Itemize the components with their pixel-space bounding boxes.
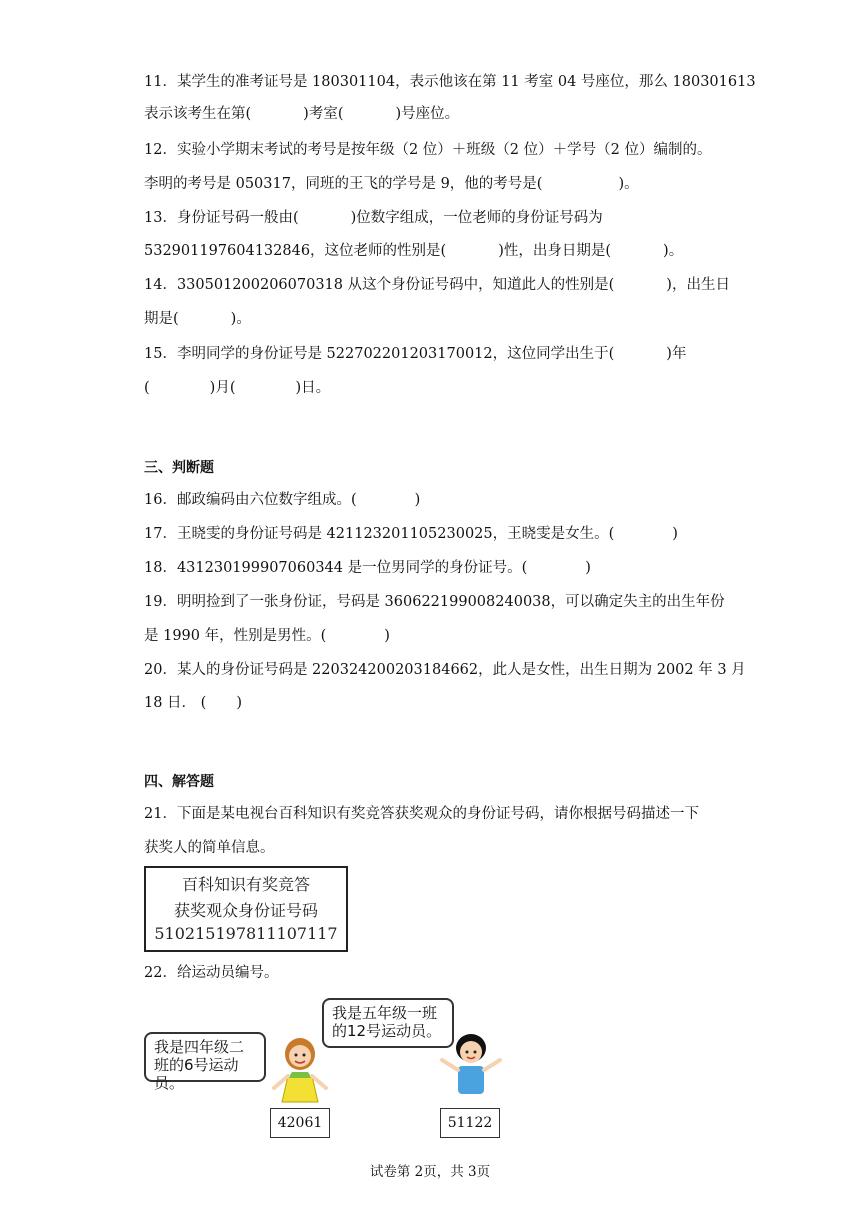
q11-line1: 11．某学生的准考证号是 180301104，表示他该在第 11 考室 04 号座位，那么 180301613 (144, 74, 756, 90)
q19-line2 (144, 626, 390, 646)
q20-text-a: 18 日． ( (144, 695, 207, 711)
q15-line2 (144, 378, 330, 398)
q15-text-a: 15．李明同学的身份证号是 522702201203170012，这位同学出生于( (144, 346, 615, 362)
q14-text-b: )，出生日 (666, 277, 730, 293)
boy-number-box: 51122 (440, 1108, 500, 1138)
q13-text-a: 13．身份证号码一般由( (144, 210, 299, 226)
q14-text-a: 14．330501200206070318 从这个身份证号码中，知道此人的性别是( (144, 277, 615, 293)
q16-text-b: ) (414, 492, 421, 508)
girl-bubble-line-2: 班的6号运动员。 (154, 1056, 239, 1092)
q11-line2 (144, 104, 459, 124)
q13-line1 (144, 208, 603, 228)
q13-text-c: 532901197604132846，这位老师的性别是( (144, 243, 447, 259)
q12-line2 (144, 174, 639, 194)
q16-text-a: 16．邮政编码由六位数字组成。( (144, 492, 357, 508)
q13-text-e: )。 (663, 243, 684, 259)
section-title-judgement: 三、判断题 (144, 460, 214, 476)
q17-text-a: 17．王晓雯的身份证号码是 421123201105230025，王晓雯是女生。( (144, 526, 615, 542)
q18-line (144, 558, 591, 578)
q12-text-b: )。 (618, 176, 639, 192)
q14-line1 (144, 275, 730, 295)
q15-line1 (144, 344, 686, 364)
q15-text-c: ( (144, 380, 150, 396)
q13-line2 (144, 241, 683, 261)
q21-line1: 21．下面是某电视台百科知识有奖竞答获奖观众的身份证号码，请你根据号码描述一下 (144, 806, 699, 822)
q11-text-c: )号座位。 (395, 106, 460, 122)
q13-text-d: )性，出身日期是( (498, 243, 612, 259)
q16-line (144, 490, 420, 510)
q19-line1: 19．明明捡到了一张身份证，号码是 360622199008240038，可以确定失主的出生年份 (144, 594, 725, 610)
q20-text-b: ) (236, 695, 242, 711)
q11-text-b: )考室( (303, 106, 344, 122)
id-number-card (144, 866, 348, 952)
q19-text-a: 是 1990 年，性别是男性。( (144, 628, 327, 644)
q17-line (144, 524, 678, 544)
id-card-title-2: 获奖观众身份证号码 (173, 901, 318, 920)
q14-line2 (144, 309, 251, 329)
boy-bubble-line-2: 的12号运动员。 (332, 1022, 442, 1040)
id-card-title-1: 百科知识有奖竞答 (181, 875, 310, 894)
q12-text-a: 李明的考号是 050317，同班的王飞的学号是 9，他的考号是( (144, 176, 543, 192)
girl-bubble-line-1: 我是四年级二 (154, 1038, 245, 1056)
q18-text-a: 18．431230199907060344 是一位男同学的身份证号。( (144, 560, 528, 576)
q17-text-b: ) (672, 526, 678, 542)
girl-speech-bubble (144, 1032, 266, 1092)
q15-text-d: )月( (209, 380, 236, 396)
q21-line2: 获奖人的简单信息。 (144, 840, 275, 856)
q20-line2 (144, 693, 242, 713)
q11-text-a: 表示该考生在第( (144, 106, 252, 122)
q18-text-b: ) (585, 560, 591, 576)
girl-number-box: 42061 (270, 1108, 330, 1138)
q20-line1: 20．某人的身份证号码是 220324200203184662，此人是女性，出生日期为 2002 年 3 月 (144, 662, 746, 678)
q12-line1: 12．实验小学期末考试的考号是按年级（2 位）＋班级（2 位）＋学号（2 位）编制的。 (144, 142, 712, 158)
boy-bubble-line-1: 我是五年级一班 (332, 1004, 438, 1022)
q19-text-b: ) (384, 628, 390, 644)
q14-text-d: )。 (230, 311, 251, 327)
id-card-number: 510215197811107117 (154, 924, 338, 943)
q22-line1: 22．给运动员编号。 (144, 965, 279, 981)
q15-text-b: )年 (666, 346, 687, 362)
q15-text-e: )日。 (295, 380, 331, 396)
section-title-solution: 四、解答题 (144, 774, 214, 790)
girl-figure-icon (268, 1036, 332, 1106)
page-footer: 试卷第 2页，共 3页 (369, 1164, 491, 1180)
q14-text-c: 期是( (144, 311, 179, 327)
boy-speech-bubble (322, 998, 454, 1048)
boy-figure-icon (436, 1030, 506, 1100)
q13-text-b: )位数字组成，一位老师的身份证号码为 (350, 210, 603, 226)
